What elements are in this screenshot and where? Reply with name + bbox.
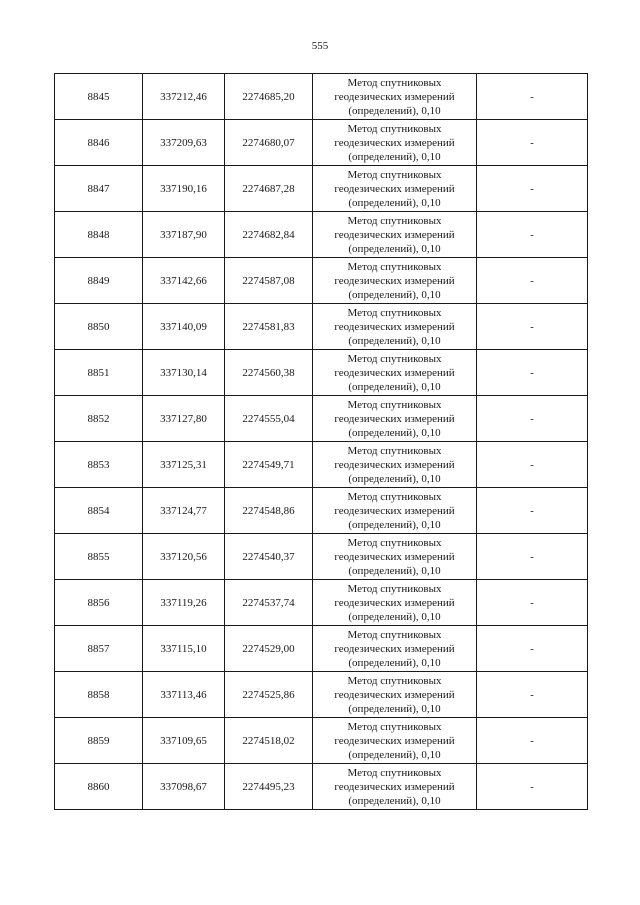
table-row [55, 120, 588, 166]
table-row [55, 534, 588, 580]
note-cell: - [477, 534, 588, 580]
table-row [55, 212, 588, 258]
table-row [55, 488, 588, 534]
method-line: геодезических измерений [334, 550, 455, 563]
x-coordinate-cell: 337124,77 [143, 488, 225, 534]
method-line: (определений), 0,10 [348, 518, 441, 531]
method-line: Метод спутниковых [347, 76, 442, 89]
y-coordinate-cell: 2274687,28 [225, 166, 313, 212]
point-number-cell: 8857 [55, 626, 143, 672]
method-line: геодезических измерений [334, 228, 455, 241]
y-coordinate-cell: 2274518,02 [225, 718, 313, 764]
method-line: Метод спутниковых [347, 122, 442, 135]
point-number-cell: 8846 [55, 120, 143, 166]
x-coordinate-cell: 337187,90 [143, 212, 225, 258]
method-line: Метод спутниковых [347, 490, 442, 503]
table-row [55, 626, 588, 672]
method-line: геодезических измерений [334, 458, 455, 471]
method-cell [313, 74, 477, 120]
method-line: геодезических измерений [334, 734, 455, 747]
point-number-cell: 8856 [55, 580, 143, 626]
table-row [55, 764, 588, 810]
y-coordinate-cell: 2274680,07 [225, 120, 313, 166]
point-number-cell: 8853 [55, 442, 143, 488]
method-line: геодезических измерений [334, 596, 455, 609]
method-line: (определений), 0,10 [348, 150, 441, 163]
x-coordinate-cell: 337190,16 [143, 166, 225, 212]
x-coordinate-cell: 337113,46 [143, 672, 225, 718]
method-line: Метод спутниковых [347, 260, 442, 273]
method-line: геодезических измерений [334, 274, 455, 287]
method-cell [313, 396, 477, 442]
note-cell: - [477, 350, 588, 396]
coordinates-table [54, 73, 588, 810]
method-line: (определений), 0,10 [348, 288, 441, 301]
method-line: геодезических измерений [334, 412, 455, 425]
note-cell: - [477, 626, 588, 672]
method-line: Метод спутниковых [347, 444, 442, 457]
method-line: геодезических измерений [334, 642, 455, 655]
y-coordinate-cell: 2274540,37 [225, 534, 313, 580]
method-line: геодезических измерений [334, 90, 455, 103]
y-coordinate-cell: 2274495,23 [225, 764, 313, 810]
method-cell [313, 580, 477, 626]
note-cell: - [477, 764, 588, 810]
x-coordinate-cell: 337115,10 [143, 626, 225, 672]
note-cell: - [477, 488, 588, 534]
y-coordinate-cell: 2274548,86 [225, 488, 313, 534]
method-cell [313, 442, 477, 488]
x-coordinate-cell: 337119,26 [143, 580, 225, 626]
point-number-cell: 8845 [55, 74, 143, 120]
note-cell: - [477, 212, 588, 258]
note-cell: - [477, 258, 588, 304]
method-line: Метод спутниковых [347, 398, 442, 411]
method-line: (определений), 0,10 [348, 426, 441, 439]
method-cell [313, 166, 477, 212]
method-line: (определений), 0,10 [348, 380, 441, 393]
x-coordinate-cell: 337212,46 [143, 74, 225, 120]
method-line: (определений), 0,10 [348, 196, 441, 209]
x-coordinate-cell: 337140,09 [143, 304, 225, 350]
note-cell: - [477, 74, 588, 120]
method-line: геодезических измерений [334, 504, 455, 517]
y-coordinate-cell: 2274525,86 [225, 672, 313, 718]
table-row [55, 672, 588, 718]
point-number-cell: 8858 [55, 672, 143, 718]
y-coordinate-cell: 2274529,00 [225, 626, 313, 672]
method-line: (определений), 0,10 [348, 104, 441, 117]
method-line: (определений), 0,10 [348, 656, 441, 669]
method-cell [313, 534, 477, 580]
note-cell: - [477, 718, 588, 764]
method-line: Метод спутниковых [347, 720, 442, 733]
method-line: Метод спутниковых [347, 214, 442, 227]
y-coordinate-cell: 2274555,04 [225, 396, 313, 442]
table-row [55, 580, 588, 626]
method-line: (определений), 0,10 [348, 334, 441, 347]
method-line: геодезических измерений [334, 366, 455, 379]
x-coordinate-cell: 337209,63 [143, 120, 225, 166]
method-line: Метод спутниковых [347, 766, 442, 779]
table-row [55, 718, 588, 764]
method-line: Метод спутниковых [347, 168, 442, 181]
x-coordinate-cell: 337109,65 [143, 718, 225, 764]
note-cell: - [477, 396, 588, 442]
method-line: (определений), 0,10 [348, 564, 441, 577]
method-line: Метод спутниковых [347, 582, 442, 595]
method-cell [313, 672, 477, 718]
y-coordinate-cell: 2274549,71 [225, 442, 313, 488]
method-line: Метод спутниковых [347, 674, 442, 687]
note-cell: - [477, 672, 588, 718]
note-cell: - [477, 304, 588, 350]
point-number-cell: 8849 [55, 258, 143, 304]
x-coordinate-cell: 337127,80 [143, 396, 225, 442]
method-line: Метод спутниковых [347, 352, 442, 365]
x-coordinate-cell: 337142,66 [143, 258, 225, 304]
method-cell [313, 350, 477, 396]
note-cell: - [477, 442, 588, 488]
method-cell [313, 764, 477, 810]
method-line: (определений), 0,10 [348, 794, 441, 807]
method-line: (определений), 0,10 [348, 748, 441, 761]
point-number-cell: 8859 [55, 718, 143, 764]
table-row [55, 304, 588, 350]
point-number-cell: 8848 [55, 212, 143, 258]
point-number-cell: 8860 [55, 764, 143, 810]
y-coordinate-cell: 2274581,83 [225, 304, 313, 350]
point-number-cell: 8851 [55, 350, 143, 396]
method-line: (определений), 0,10 [348, 242, 441, 255]
method-cell [313, 488, 477, 534]
method-line: Метод спутниковых [347, 628, 442, 641]
method-cell [313, 718, 477, 764]
point-number-cell: 8854 [55, 488, 143, 534]
note-cell: - [477, 166, 588, 212]
method-cell [313, 258, 477, 304]
method-line: геодезических измерений [334, 780, 455, 793]
page-number: 555 [311, 40, 329, 52]
x-coordinate-cell: 337120,56 [143, 534, 225, 580]
table-row [55, 396, 588, 442]
method-line: геодезических измерений [334, 320, 455, 333]
point-number-cell: 8850 [55, 304, 143, 350]
table-row [55, 74, 588, 120]
y-coordinate-cell: 2274560,38 [225, 350, 313, 396]
method-line: (определений), 0,10 [348, 610, 441, 623]
note-cell: - [477, 120, 588, 166]
x-coordinate-cell: 337125,31 [143, 442, 225, 488]
y-coordinate-cell: 2274537,74 [225, 580, 313, 626]
table-row [55, 258, 588, 304]
table-row [55, 442, 588, 488]
method-cell [313, 304, 477, 350]
x-coordinate-cell: 337130,14 [143, 350, 225, 396]
point-number-cell: 8855 [55, 534, 143, 580]
coordinates-table-body [55, 74, 588, 810]
point-number-cell: 8852 [55, 396, 143, 442]
y-coordinate-cell: 2274685,20 [225, 74, 313, 120]
note-cell: - [477, 580, 588, 626]
method-line: Метод спутниковых [347, 536, 442, 549]
method-cell [313, 626, 477, 672]
point-number-cell: 8847 [55, 166, 143, 212]
method-line: (определений), 0,10 [348, 702, 441, 715]
method-line: геодезических измерений [334, 136, 455, 149]
method-line: Метод спутниковых [347, 306, 442, 319]
method-line: геодезических измерений [334, 688, 455, 701]
table-row [55, 350, 588, 396]
method-line: (определений), 0,10 [348, 472, 441, 485]
y-coordinate-cell: 2274682,84 [225, 212, 313, 258]
method-cell [313, 120, 477, 166]
method-line: геодезических измерений [334, 182, 455, 195]
table-row [55, 166, 588, 212]
y-coordinate-cell: 2274587,08 [225, 258, 313, 304]
method-cell [313, 212, 477, 258]
x-coordinate-cell: 337098,67 [143, 764, 225, 810]
